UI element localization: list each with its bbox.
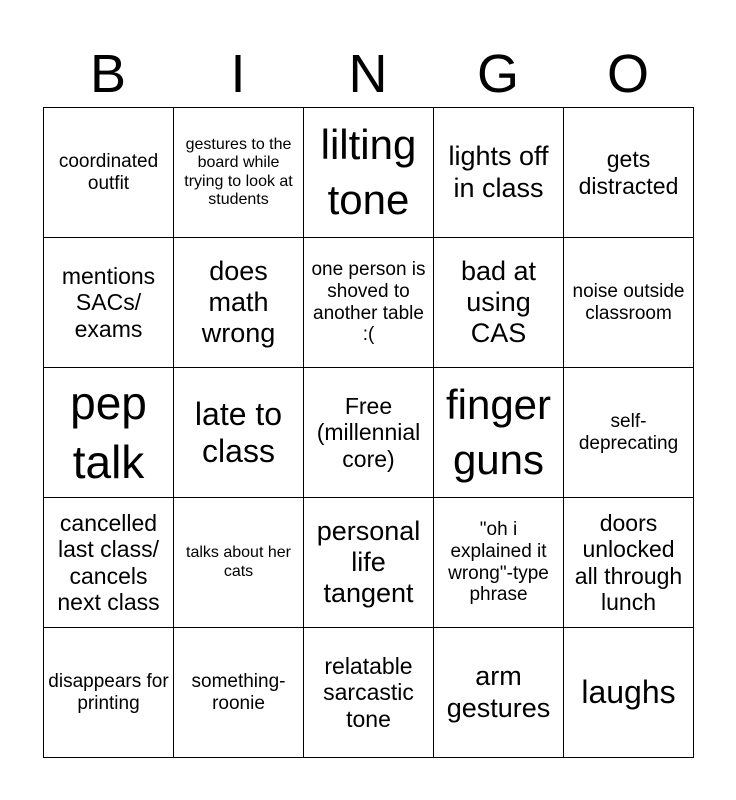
bingo-cell[interactable] xyxy=(304,238,434,368)
bingo-cell[interactable] xyxy=(174,238,304,368)
cell-text: laughs xyxy=(581,674,676,711)
header-letter-n: N xyxy=(348,44,388,104)
cell-text: personal life tangent xyxy=(316,515,421,609)
cell-text: something-roonie xyxy=(191,670,286,714)
cell-text: coordinated outfit xyxy=(58,150,159,194)
bingo-board xyxy=(43,107,694,758)
cell-text: mentions SACs/ exams xyxy=(61,262,156,342)
bingo-cell[interactable] xyxy=(564,498,694,628)
cell-text: pep talk xyxy=(70,376,147,488)
bingo-cell[interactable] xyxy=(434,238,564,368)
bingo-cell[interactable] xyxy=(304,498,434,628)
bingo-cell[interactable] xyxy=(174,498,304,628)
bingo-cell[interactable] xyxy=(44,368,174,498)
cell-text: Free (millennial core) xyxy=(316,392,421,472)
cell-text: finger guns xyxy=(445,380,552,483)
bingo-cell[interactable] xyxy=(564,108,694,238)
cell-text: cancelled last class/ cancels next class xyxy=(57,509,160,615)
bingo-cell[interactable] xyxy=(174,368,304,498)
cell-text: arm gestures xyxy=(446,661,551,723)
bingo-cell[interactable] xyxy=(564,238,694,368)
bingo-cell[interactable] xyxy=(174,628,304,758)
cell-text: lilting tone xyxy=(320,120,417,223)
bingo-cell[interactable] xyxy=(434,368,564,498)
bingo-cell[interactable] xyxy=(564,628,694,758)
cell-text: self-deprecating xyxy=(578,410,679,454)
cell-text: bad at using CAS xyxy=(460,255,537,349)
cell-text: one person is shoved to another table :( xyxy=(311,258,426,346)
cell-text: doors unlocked all through lunch xyxy=(574,509,683,615)
free-space-cell[interactable] xyxy=(304,368,434,498)
cell-text: noise outside classroom xyxy=(572,280,685,324)
bingo-cell[interactable] xyxy=(44,628,174,758)
bingo-cell[interactable] xyxy=(564,368,694,498)
bingo-cell[interactable] xyxy=(434,498,564,628)
header-letter-g: G xyxy=(476,44,519,104)
bingo-cell[interactable] xyxy=(44,238,174,368)
bingo-header xyxy=(43,40,693,108)
bingo-cell[interactable] xyxy=(304,628,434,758)
cell-text: late to class xyxy=(194,395,283,469)
cell-text: relatable sarcastic tone xyxy=(323,652,414,732)
cell-text: gets distracted xyxy=(578,146,679,199)
cell-text: disappears for printing xyxy=(48,670,169,714)
bingo-cell[interactable] xyxy=(44,498,174,628)
cell-text: does math wrong xyxy=(201,255,276,349)
bingo-cell[interactable] xyxy=(174,108,304,238)
header-letter-i: I xyxy=(230,44,246,104)
bingo-cell[interactable] xyxy=(434,108,564,238)
header-letter-b: B xyxy=(89,44,127,104)
bingo-cell[interactable] xyxy=(44,108,174,238)
bingo-cell[interactable] xyxy=(304,108,434,238)
bingo-cell[interactable] xyxy=(434,628,564,758)
cell-text: "oh i explained it wrong"-type phrase xyxy=(448,518,549,606)
cell-text: gestures to the board while trying to look at students xyxy=(184,135,293,208)
cell-text: talks about her cats xyxy=(186,544,291,580)
header-letter-o: O xyxy=(606,44,649,104)
cell-text: lights off in class xyxy=(448,141,549,203)
